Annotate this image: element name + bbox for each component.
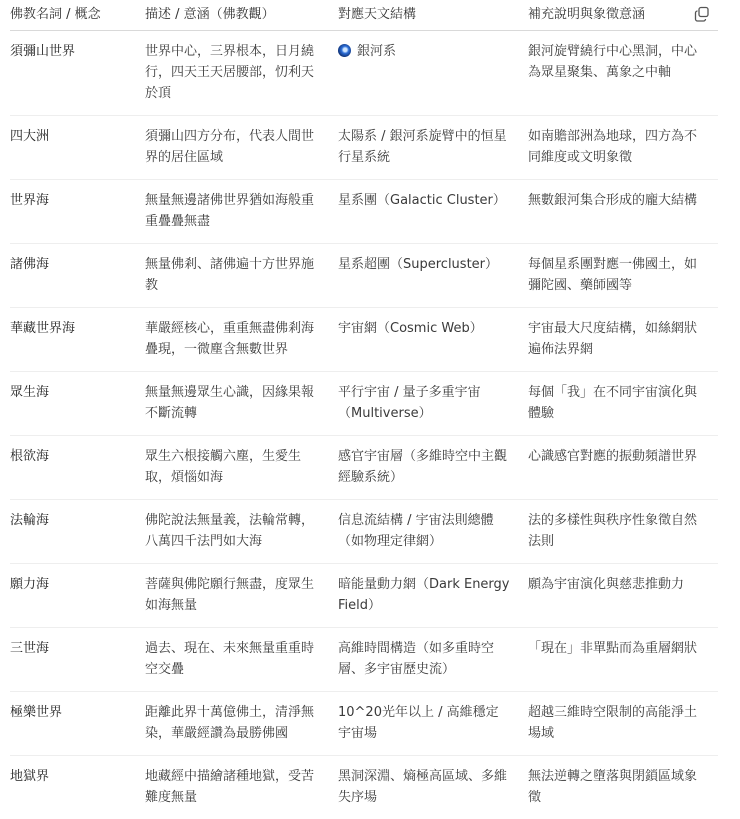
note-cell [528, 116, 718, 180]
description-cell-text: 華嚴經核心，重重無盡佛剎海疊現，一微塵含無數世界 [145, 321, 314, 357]
astronomy-cell-text: 信息流結構 / 宇宙法則總體（如物理定律網） [338, 513, 494, 549]
astronomy-cell [338, 116, 528, 180]
description-cell-text: 世界中心，三界根本，日月繞行，四天王天居腰部，忉利天於頂 [145, 44, 314, 101]
term-cell [10, 372, 145, 436]
astronomy-cell-text: 平行宇宙 / 量子多重宇宙（Multiverse） [338, 385, 481, 421]
table-row [10, 756, 718, 819]
term-cell-text: 世界海 [10, 193, 49, 208]
term-cell-text: 法輪海 [10, 513, 49, 528]
galaxy-icon [338, 44, 351, 57]
note-cell [528, 31, 718, 116]
note-cell-text: 如南贍部洲為地球，四方為不同維度或文明象徵 [528, 129, 697, 165]
note-cell [528, 436, 718, 500]
note-cell-text: 每個「我」在不同宇宙演化與體驗 [528, 385, 697, 421]
table-row [10, 692, 718, 756]
astronomy-cell [338, 308, 528, 372]
astronomy-cell [338, 31, 528, 116]
astronomy-cell [338, 180, 528, 244]
description-cell-text: 佛陀說法無量義，法輪常轉，八萬四千法門如大海 [145, 513, 314, 549]
description-cell-text: 無量無邊諸佛世界猶如海般重重疊疊無盡 [145, 193, 314, 229]
note-cell [528, 180, 718, 244]
description-cell [145, 244, 338, 308]
table-row [10, 31, 718, 116]
astronomy-cell-text: 太陽系 / 銀河系旋臂中的恒星行星系統 [338, 129, 507, 165]
astronomy-cell [338, 692, 528, 756]
buddhism-astronomy-table [10, 0, 718, 819]
description-cell-text: 無量佛剎、諸佛遍十方世界施教 [145, 257, 314, 293]
term-cell-text: 三世海 [10, 641, 49, 656]
note-cell [528, 756, 718, 819]
term-cell-text: 根欲海 [10, 449, 49, 464]
note-cell [528, 628, 718, 692]
note-cell [528, 244, 718, 308]
table-row [10, 244, 718, 308]
description-cell-text: 菩薩與佛陀願行無盡，度眾生如海無量 [145, 577, 314, 613]
description-cell-text: 地藏經中描繪諸種地獄，受苦難度無量 [145, 769, 314, 805]
description-cell-text: 過去、現在、未來無量重重時空交疊 [145, 641, 314, 677]
description-cell [145, 564, 338, 628]
term-cell-text: 地獄界 [10, 769, 49, 784]
table-row [10, 308, 718, 372]
astronomy-cell [338, 436, 528, 500]
description-cell [145, 180, 338, 244]
term-cell [10, 31, 145, 116]
term-cell-text: 極樂世界 [10, 705, 62, 720]
header-term: 佛教名詞 / 概念 [10, 0, 145, 31]
note-cell-text: 法的多樣性與秩序性象徵自然法則 [528, 513, 697, 549]
astronomy-cell-text: 10^20光年以上 / 高維穩定宇宙場 [338, 705, 499, 741]
description-cell [145, 308, 338, 372]
astronomy-cell [338, 564, 528, 628]
term-cell [10, 436, 145, 500]
astronomy-cell [338, 756, 528, 819]
note-cell [528, 372, 718, 436]
note-cell [528, 308, 718, 372]
description-cell [145, 500, 338, 564]
note-cell [528, 692, 718, 756]
term-cell [10, 692, 145, 756]
description-cell [145, 372, 338, 436]
term-cell-text: 華藏世界海 [10, 321, 75, 336]
table-row [10, 436, 718, 500]
table-row [10, 372, 718, 436]
table-row [10, 564, 718, 628]
description-cell [145, 31, 338, 116]
note-cell-text: 超越三維時空限制的高能淨土場域 [528, 705, 697, 741]
description-cell [145, 628, 338, 692]
astronomy-cell-text: 星系團（Galactic Cluster） [338, 193, 506, 208]
astronomy-cell [338, 372, 528, 436]
note-cell-text: 「現在」非單點而為重層網狀 [528, 641, 697, 656]
note-cell-text: 每個星系團對應一佛國土，如彌陀國、藥師國等 [528, 257, 697, 293]
term-cell-text: 眾生海 [10, 385, 49, 400]
header-description: 描述 / 意涵（佛教觀） [145, 0, 338, 31]
note-cell-text: 願為宇宙演化與慈悲推動力 [528, 577, 684, 592]
table-row [10, 180, 718, 244]
header-astronomy: 對應天文結構 [338, 0, 528, 31]
astronomy-cell [338, 244, 528, 308]
term-cell [10, 628, 145, 692]
description-cell-text: 須彌山四方分布，代表人間世界的居住區域 [145, 129, 314, 165]
header-row [10, 0, 718, 31]
description-cell [145, 692, 338, 756]
note-cell-text: 無法逆轉之墮落與閉鎖區域象徵 [528, 769, 697, 805]
description-cell-text: 眾生六根接觸六塵，生愛生取，煩惱如海 [145, 449, 301, 485]
description-cell [145, 756, 338, 819]
term-cell-text: 願力海 [10, 577, 49, 592]
description-cell [145, 436, 338, 500]
term-cell [10, 500, 145, 564]
astronomy-cell-text: 高維時間構造（如多重時空層、多宇宙歷史流） [338, 641, 494, 677]
note-cell [528, 564, 718, 628]
astronomy-cell [338, 500, 528, 564]
note-cell-text: 無數銀河集合形成的龐大結構 [528, 193, 697, 208]
term-cell [10, 116, 145, 180]
term-cell [10, 308, 145, 372]
term-cell [10, 756, 145, 819]
term-cell [10, 180, 145, 244]
note-cell-text: 心識感官對應的振動頻譜世界 [528, 449, 697, 464]
term-cell-text: 四大洲 [10, 129, 49, 144]
header-note: 補充說明與象徵意涵 [528, 0, 718, 31]
term-cell [10, 244, 145, 308]
term-cell-text: 須彌山世界 [10, 44, 75, 59]
table-row [10, 628, 718, 692]
astronomy-cell-text: 感官宇宙層（多維時空中主觀經驗系統） [338, 449, 507, 485]
term-cell [10, 564, 145, 628]
description-cell-text: 距離此界十萬億佛土，清淨無染，華嚴經讚為最勝佛國 [145, 705, 314, 741]
astronomy-cell-text: 宇宙網（Cosmic Web） [338, 321, 483, 336]
astronomy-cell-text: 銀河系 [357, 44, 396, 59]
astronomy-cell-text: 暗能量動力網（Dark Energy Field） [338, 577, 510, 613]
note-cell [528, 500, 718, 564]
note-cell-text: 銀河旋臂繞行中心黑洞，中心為眾星聚集、萬象之中軸 [528, 44, 697, 80]
table-row [10, 116, 718, 180]
astronomy-cell [338, 628, 528, 692]
table-row [10, 500, 718, 564]
description-cell [145, 116, 338, 180]
astronomy-cell-text: 黑洞深淵、熵極高區域、多維失序場 [338, 769, 507, 805]
copy-icon[interactable] [694, 6, 710, 22]
term-cell-text: 諸佛海 [10, 257, 49, 272]
note-cell-text: 宇宙最大尺度結構，如絲網狀遍佈法界網 [528, 321, 697, 357]
description-cell-text: 無量無邊眾生心識，因緣果報不斷流轉 [145, 385, 314, 421]
astronomy-cell-text: 星系超團（Supercluster） [338, 257, 498, 272]
